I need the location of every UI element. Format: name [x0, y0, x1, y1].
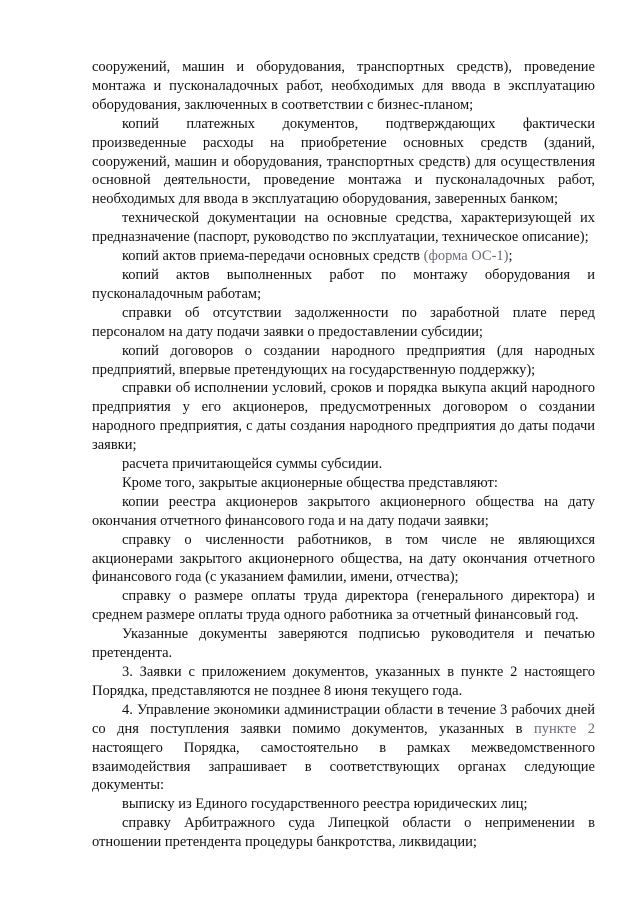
paragraph-text: Указанные документы заверяются подписью руководителя и печатью претендента. — [92, 626, 595, 662]
paragraph-text: копии реестра акционеров закрытого акционерного общества на дату окончания отчетного финансового года и на дату подачи заявки; — [92, 493, 595, 529]
paragraph-p13 — [92, 587, 595, 625]
paragraph-text: Кроме того, закрытые акционерные общества представляют: — [122, 474, 498, 491]
paragraph-text: копий актов выполненных работ по монтажу оборудования и пусконаладочным работам; — [92, 266, 595, 302]
paragraph-p6 — [92, 304, 595, 342]
paragraph-text: справки об отсутствии задолженности по заработной плате перед персоналом на дату подачи заявки о предоставлении субсидии; — [92, 304, 595, 340]
paragraph-p1 — [92, 58, 595, 115]
paragraph-p2 — [92, 115, 595, 210]
paragraph-text: расчета причитающейся суммы субсидии. — [122, 456, 383, 473]
paragraph-p3 — [92, 209, 595, 247]
reference-link[interactable]: (форма ОС-1) — [423, 248, 509, 265]
paragraph-text: технической документации на основные средства, характеризующей их предназначение (паспорт, руководство по эксплуатации, техническое описание); — [92, 210, 595, 246]
paragraph-p5 — [92, 266, 595, 304]
paragraph-p11 — [92, 493, 595, 531]
paragraph-text: 4. Управление экономики администрации области в течение 3 рабочих дней со дня поступления заявки помимо документов, указанных в — [92, 701, 595, 737]
paragraph-text: 3. Заявки с приложением документов, указанных в пункте 2 настоящего Порядка, представляются не позднее 8 июня текущего года. — [92, 664, 595, 699]
reference-link[interactable]: пункте 2 — [533, 720, 595, 737]
paragraph-text: сооружений, машин и оборудования, транспортных средств), проведение монтажа и пусконаладочных работ, необходимых для ввода в эксплуатацию оборудования, заключенных в соответствии с бизнес-планом; — [92, 59, 595, 113]
paragraph-text: настоящего Порядка, самостоятельно в рамках межведомственного взаимодействия запрашивает в соответствующих органах следующие документы: — [92, 739, 595, 794]
paragraph-text: справки об исполнении условий, сроков и порядка выкупа акций народного предприятия у его акционеров, предусмотренных договором о создании народного предприятия, с даты создания народного предприятия до даты подачи заявки; — [92, 380, 595, 454]
paragraph-p10 — [92, 474, 595, 493]
paragraph-p16 — [92, 701, 595, 796]
paragraph-p17 — [92, 795, 595, 814]
document-body — [92, 58, 595, 852]
paragraph-text: копий договоров о создании народного предприятия (для народных предприятий, впервые претендующих на государственную поддержку); — [92, 342, 595, 378]
paragraph-p9 — [92, 455, 595, 474]
paragraph-text: копий платежных документов, подтверждающих фактически произведенные расходы на приобретение основных средств (зданий, сооружений, машин и оборудования, транспортных средств) для осуществления основной деятельности, проведение монтажа и пусконаладочных работ, необходимых для ввода в эксплуатацию оборудования, заверенных банком; — [92, 115, 595, 208]
paragraph-text: ; — [508, 248, 513, 265]
paragraph-p18 — [92, 814, 595, 852]
paragraph-text: справку о размере оплаты труда директора (генерального директора) и среднем размере оплаты труда одного работника за отчетный финансовый год. — [92, 588, 595, 624]
paragraph-p4 — [92, 247, 595, 266]
paragraph-p15 — [92, 663, 595, 701]
paragraph-p8 — [92, 379, 595, 455]
paragraph-p14 — [92, 625, 595, 663]
paragraph-text: выписку из Единого государственного реестра юридических лиц; — [122, 796, 528, 813]
paragraph-text: копий актов приема-передачи основных средств — [122, 248, 424, 265]
paragraph-text: справку о численности работников, в том числе не являющихся акционерами закрытого акционерного общества, на дату окончания отчетного финансового года (с указанием фамилии, имени, отчества); — [92, 531, 595, 586]
paragraph-text: справку Арбитражного суда Липецкой области о неприменении в отношении претендента процедуры банкротства, ликвидации; — [92, 815, 595, 851]
paragraph-p12 — [92, 531, 595, 588]
paragraph-p7 — [92, 342, 595, 380]
